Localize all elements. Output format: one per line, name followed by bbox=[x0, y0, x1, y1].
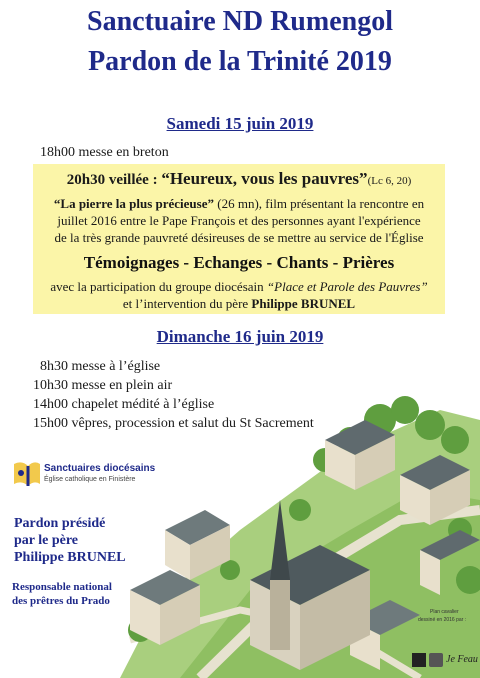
sunday-item-1: 8h30 messe à l’église bbox=[40, 359, 161, 374]
vigil-time: 20h30 veillée : bbox=[66, 172, 162, 188]
vigil-line bbox=[33, 169, 445, 189]
presider-line-1: Pardon présidé bbox=[14, 516, 106, 531]
presider-line-2: par le père bbox=[14, 533, 79, 548]
film-desc-2: juillet 2016 entre le Pape François et des personnes ayant l'expérience bbox=[57, 213, 421, 228]
participation-group: “Place et Parole des Pauvres” bbox=[266, 279, 428, 294]
activities-heading: Témoignages - Echanges - Chants - Prières bbox=[83, 253, 395, 272]
artist-signature: Je Feau bbox=[446, 654, 478, 665]
partner-logo-icon bbox=[429, 653, 443, 667]
publisher-logo-icon bbox=[412, 653, 426, 667]
sunday-date: Dimanche 16 juin 2019 bbox=[156, 327, 324, 346]
presider-role-2: des prêtres du Prado bbox=[12, 595, 110, 607]
film-title: “La pierre la plus précieuse” bbox=[53, 196, 214, 211]
saturday-mass: 18h00 messe en breton bbox=[40, 145, 169, 160]
participation-text-2: et l’intervention du père bbox=[122, 296, 252, 311]
logo-subtitle: Église catholique en Finistère bbox=[44, 476, 136, 483]
film-desc-1: (26 mn), film présentant la rencontre en bbox=[214, 196, 425, 211]
vigil-reference: (Lc 6, 20) bbox=[367, 175, 412, 187]
saturday-date: Samedi 15 juin 2019 bbox=[166, 114, 314, 133]
village-map-illustration bbox=[120, 380, 480, 678]
poster-title-line2: Pardon de la Trinité 2019 bbox=[88, 46, 392, 77]
sunday-item-3: 14h00 chapelet médité à l’église bbox=[33, 397, 215, 412]
vigil-theme: “Heureux, vous les pauvres” bbox=[161, 169, 368, 188]
participation-text-1: avec la participation du groupe diocésain bbox=[50, 279, 267, 294]
sanctuaires-logo-icon bbox=[12, 460, 42, 488]
map-credit-line-1: Plan cavalier bbox=[430, 609, 459, 615]
presider-role-1: Responsable national bbox=[12, 581, 112, 593]
film-line-1 bbox=[33, 196, 445, 212]
poster-title-line1: Sanctuaire ND Rumengol bbox=[87, 6, 393, 37]
presider-name: Philippe BRUNEL bbox=[14, 550, 126, 565]
film-desc-3: de la très grande pauvreté désireuses de se mettre au service de l'Église bbox=[54, 230, 424, 245]
participation-line-1 bbox=[33, 279, 445, 295]
map-credit-line-2: dessiné en 2016 par : bbox=[418, 617, 467, 623]
participation-name: Philippe BRUNEL bbox=[251, 296, 356, 311]
sunday-item-2: 10h30 messe en plein air bbox=[33, 378, 173, 393]
logo-name: Sanctuaires diocésains bbox=[44, 463, 156, 474]
sunday-item-4: 15h00 vêpres, procession et salut du St Sacrement bbox=[33, 416, 314, 431]
participation-line-2 bbox=[33, 296, 445, 312]
